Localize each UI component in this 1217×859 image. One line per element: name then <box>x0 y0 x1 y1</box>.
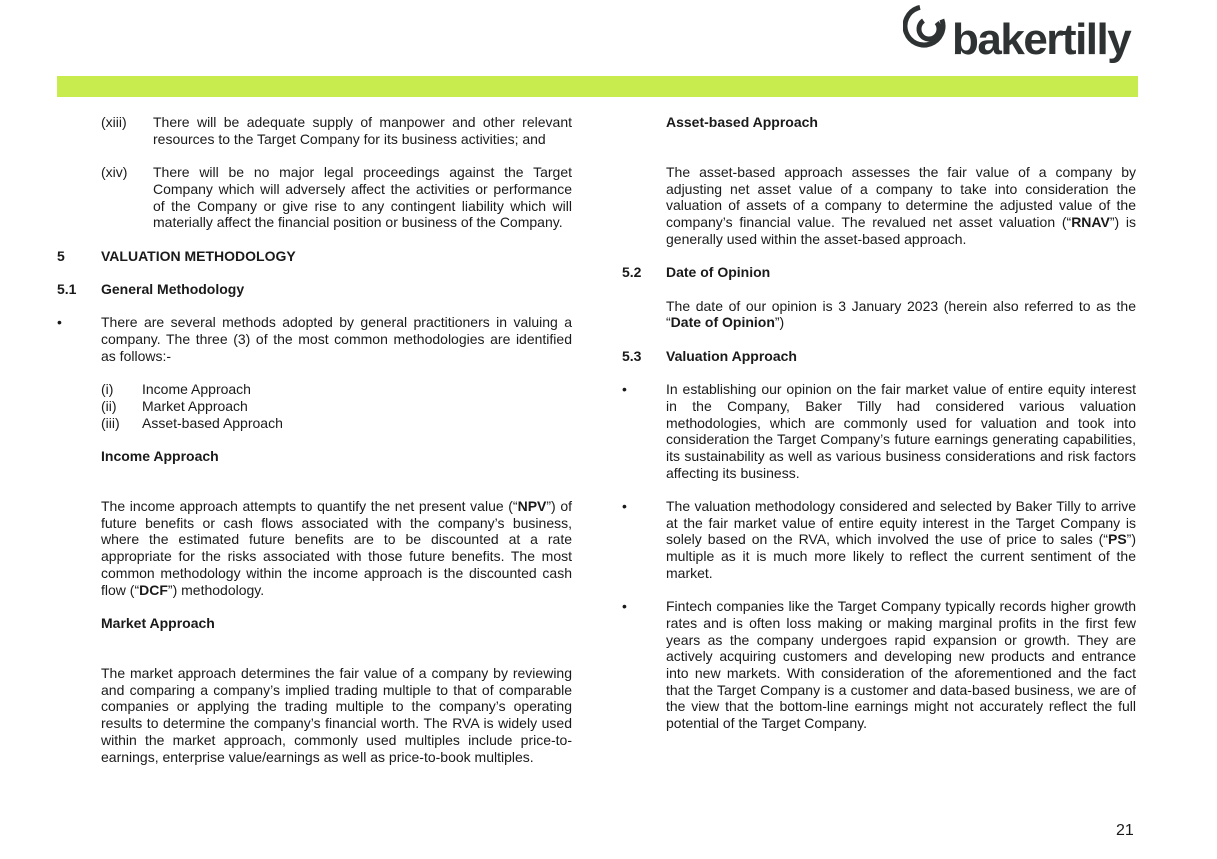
list-marker: (i) <box>101 381 114 398</box>
bullet-item <box>622 498 1136 582</box>
text-run: The asset-based approach assesses the fair value of a company by adjusting net asset value of a company to take into consideration the valuation of assets of a company to determine the adjusted value of the company’s financial value. The revalued net asset valuation (“ <box>666 164 1136 231</box>
right-column <box>622 114 1136 732</box>
term-ps: PS <box>1107 531 1127 548</box>
bullet-text: Fintech companies like the Target Company typically records higher growth rates and is often loss making or making marginal profits in the first few years as the company undergoes rapid expansion or growth. They are actively acquiring customers and developing new products and entrance into new markets. With consideration of the aforementioned and the fact that the Target Company is a customer and data-based business, we are of the view that the bottom-line earnings might not accurately reflect the full potential of the Target Company. <box>666 598 1136 732</box>
list-marker: (ii) <box>101 397 117 414</box>
text-run: ”) is generally used within the asset-based approach. <box>666 214 1137 247</box>
section-heading <box>57 248 572 265</box>
text-run: ”) <box>774 314 785 331</box>
methods-list <box>57 381 572 765</box>
bullet-marker: • <box>622 381 627 398</box>
text-run: ”) of future benefits or cash flows associated with the company’s business, where the estimated future benefits are to be discounted at a rate appropriate for the risks associated with those future benefits. The most common methodology within the income approach is the discounted cash flow (“ <box>101 498 573 598</box>
section-title: Date of Opinion <box>666 264 771 281</box>
bullet-marker: • <box>622 598 627 615</box>
text-run: The valuation methodology considered and selected by Baker Tilly to arrive at the fair market value of entire equity interest in the Target Company is solely based on the RVA, which involved the use of price to sales (“ <box>666 498 1136 548</box>
text-run: ”) multiple as it is much more likely to reflect the current sentiment of the market. <box>666 531 1136 581</box>
list-item <box>101 415 572 432</box>
term-npv: NPV <box>517 498 547 515</box>
section-title: VALUATION METHODOLOGY <box>101 247 296 264</box>
logo-wordmark: bakertilly <box>952 15 1131 64</box>
text-run: ”) methodology. <box>167 581 265 598</box>
bullet-item <box>57 314 572 364</box>
bullet-text: In establishing our opinion on the fair market value of entire equity interest in the Company, Baker Tilly had considered various valuation methodologies, which are commonly used for valuation and took into consideration the Target Company’s future earnings generating capabilities, its sustainability as well as various business considerations and risk factors affecting its business. <box>666 381 1136 481</box>
list-item <box>101 398 572 415</box>
section-heading <box>57 281 572 298</box>
bullet-text: There are several methods adopted by general practitioners in valuing a company. The three (3) of the most common methodologies are identified as follows:- <box>101 314 572 364</box>
term-date-of-opinion: Date of Opinion <box>670 314 775 331</box>
section-number: 5.2 <box>622 264 642 281</box>
list-text: There will be no major legal proceedings against the Target Company which will adversely affect the activities or performance of the Company or give rise to any contingent liability which will materially affect the financial position or business of the Company. <box>153 164 572 231</box>
term-rnav: RNAV <box>1071 214 1110 231</box>
bullet-item <box>622 381 1136 481</box>
text-run: The income approach attempts to quantify the net present value (“ <box>101 498 518 515</box>
list-item <box>101 381 572 398</box>
section-number: 5.3 <box>622 347 642 364</box>
bullet-item <box>622 598 1136 732</box>
list-text: There will be adequate supply of manpower and other relevant resources to the Target Company for its business activities; and <box>153 114 572 147</box>
assumption-list <box>57 114 572 231</box>
asset-block <box>622 114 1136 248</box>
swirl-logo-icon <box>903 5 947 49</box>
section-heading <box>622 264 1136 281</box>
section-title: Valuation Approach <box>666 347 797 364</box>
section-title: General Methodology <box>101 280 245 297</box>
list-marker: (iii) <box>101 414 120 431</box>
list-item <box>101 164 572 231</box>
bakertilly-logo <box>903 5 1143 67</box>
section-number: 5.1 <box>57 280 77 297</box>
date-paragraph <box>622 298 1136 331</box>
list-marker: (xiv) <box>101 164 128 181</box>
list-marker: (xiii) <box>101 114 127 130</box>
list-text: Market Approach <box>142 397 248 414</box>
bullet-marker: • <box>622 498 627 515</box>
bullet-marker: • <box>57 314 62 331</box>
list-text: Income Approach <box>142 381 251 398</box>
subheading-asset: Asset-based Approach <box>666 114 818 130</box>
page-number: 21 <box>1116 822 1134 839</box>
subheading-market: Market Approach <box>101 614 215 631</box>
list-text: Asset-based Approach <box>142 414 283 431</box>
term-dcf: DCF <box>139 581 168 598</box>
section-heading <box>622 348 1136 365</box>
text-run: The date of our opinion is 3 January 2023 (herein also referred to as the “ <box>666 297 1136 331</box>
left-column <box>57 114 572 765</box>
market-paragraph: The market approach determines the fair value of a company by reviewing and comparing a company’s implied trading multiple to that of comparable companies or applying the trading multiple to the company’s operating results to determine the company’s financial worth. The RVA is widely used within the market approach, commonly used multiples include price-to-earnings, enterprise value/earnings as well as price-to-book multiples. <box>101 665 572 765</box>
subheading-income: Income Approach <box>101 447 219 464</box>
list-item <box>101 114 572 147</box>
asset-paragraph <box>666 164 1136 248</box>
bullet-text <box>666 498 1136 582</box>
section-number: 5 <box>57 247 65 264</box>
income-paragraph <box>101 498 572 598</box>
accent-bar <box>57 76 1138 97</box>
